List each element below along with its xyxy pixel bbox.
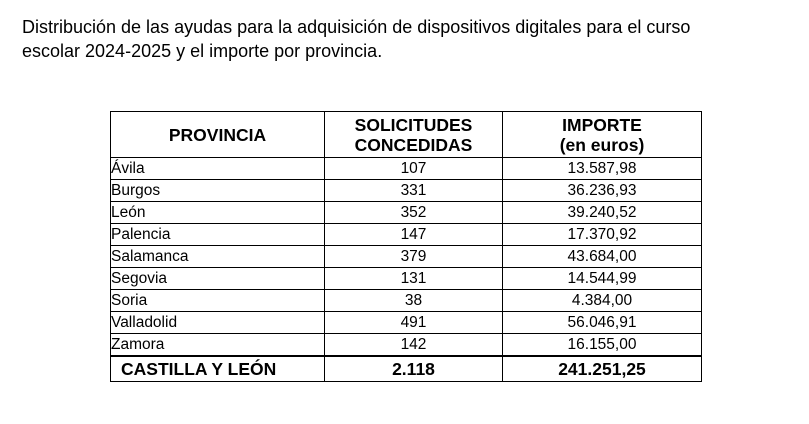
cell-solicitudes: 379 xyxy=(325,246,503,268)
cell-importe: 4.384,00 xyxy=(503,290,702,312)
table-header-row xyxy=(111,112,702,158)
cell-importe: 13.587,98 xyxy=(503,158,702,180)
table-row xyxy=(111,202,702,224)
table-row xyxy=(111,334,702,357)
cell-provincia: Zamora xyxy=(111,334,325,357)
intro-line-2: escolar 2024-2025 y el importe por provincia. xyxy=(22,41,383,61)
cell-solicitudes: 147 xyxy=(325,224,503,246)
cell-solicitudes: 142 xyxy=(325,334,503,357)
header-provincia xyxy=(111,112,325,158)
cell-provincia: Soria xyxy=(111,290,325,312)
total-row xyxy=(111,356,702,382)
header-solicitudes-line-2: CONCEDIDAS xyxy=(354,134,473,155)
cell-provincia: Segovia xyxy=(111,268,325,290)
table-row xyxy=(111,246,702,268)
cell-solicitudes: 131 xyxy=(325,268,503,290)
cell-importe: 17.370,92 xyxy=(503,224,702,246)
table-row xyxy=(111,224,702,246)
header-provincia-label: PROVINCIA xyxy=(168,124,267,145)
cell-solicitudes: 352 xyxy=(325,202,503,224)
cell-importe: 14.544,99 xyxy=(503,268,702,290)
cell-provincia: Valladolid xyxy=(111,312,325,334)
table-row xyxy=(111,290,702,312)
cell-importe: 39.240,52 xyxy=(503,202,702,224)
table-row xyxy=(111,180,702,202)
cell-provincia: Salamanca xyxy=(111,246,325,268)
total-solicitudes: 2.118 xyxy=(325,356,503,382)
cell-importe: 56.046,91 xyxy=(503,312,702,334)
cell-solicitudes: 38 xyxy=(325,290,503,312)
cell-provincia: Ávila xyxy=(111,158,325,180)
cell-provincia: Palencia xyxy=(111,224,325,246)
cell-provincia: León xyxy=(111,202,325,224)
total-provincia: CASTILLA Y LEÓN xyxy=(111,356,325,382)
header-importe-line-2: (en euros) xyxy=(559,134,645,155)
header-importe xyxy=(503,112,702,158)
total-importe: 241.251,25 xyxy=(503,356,702,382)
cell-solicitudes: 491 xyxy=(325,312,503,334)
table-row xyxy=(111,268,702,290)
cell-importe: 16.155,00 xyxy=(503,334,702,357)
header-solicitudes xyxy=(325,112,503,158)
cell-solicitudes: 331 xyxy=(325,180,503,202)
cell-importe: 43.684,00 xyxy=(503,246,702,268)
cell-provincia: Burgos xyxy=(111,180,325,202)
table-row xyxy=(111,312,702,334)
header-importe-line-1: IMPORTE xyxy=(562,114,642,135)
subsidies-table xyxy=(110,111,702,382)
cell-importe: 36.236,93 xyxy=(503,180,702,202)
header-solicitudes-line-1: SOLICITUDES xyxy=(354,114,473,135)
intro-paragraph xyxy=(22,15,792,63)
intro-line-1: Distribución de las ayudas para la adquisición de dispositivos digitales para el curso xyxy=(22,17,691,37)
table-row xyxy=(111,158,702,180)
cell-solicitudes: 107 xyxy=(325,158,503,180)
